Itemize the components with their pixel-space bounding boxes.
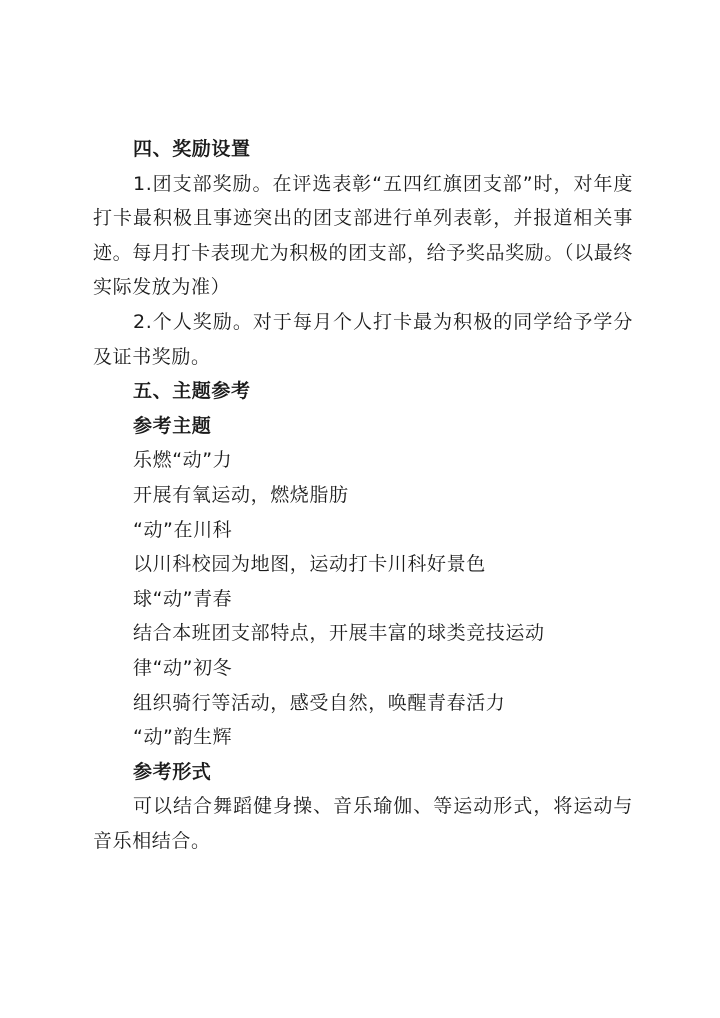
paragraph-branch-reward: 1.团支部奖励。在评选表彰“五四红旗团支部”时，对年度打卡最积极且事迹突出的团支部进行单列表彰，并报道相关事迹。每月打卡表现尤为积极的团支部，给予奖品奖励。（以最终实际发放为准） <box>93 172 633 299</box>
section-heading-rewards: 四、奖励设置 <box>133 138 251 160</box>
theme-title: “动”在川科 <box>133 518 233 541</box>
theme-description: 组织骑行等活动，感受自然，唤醒青春活力 <box>133 691 506 714</box>
section-heading-themes: 五、主题参考 <box>133 380 251 403</box>
document-body <box>93 132 633 858</box>
paragraph-personal-reward: 2.个人奖励。对于每月个人打卡最为积极的同学给予学分及证书奖励。 <box>93 310 633 368</box>
theme-description: 开展有氧运动，燃烧脂肪 <box>133 483 349 506</box>
paragraph-reference-forms: 可以结合舞蹈健身操、音乐瑜伽、等运动形式，将运动与音乐相结合。 <box>93 795 633 852</box>
theme-description: 以川科校园为地图，运动打卡川科好景色 <box>133 553 486 576</box>
theme-title: “动”韵生辉 <box>133 726 233 749</box>
theme-title: 乐燃“动”力 <box>133 449 233 472</box>
theme-title: 球“动”青春 <box>133 587 233 610</box>
theme-description: 结合本班团支部特点，开展丰富的球类竞技运动 <box>133 622 545 645</box>
subheading-reference-themes: 参考主题 <box>133 414 212 437</box>
subheading-reference-forms: 参考形式 <box>133 760 212 783</box>
theme-title: 律“动”初冬 <box>133 656 233 679</box>
